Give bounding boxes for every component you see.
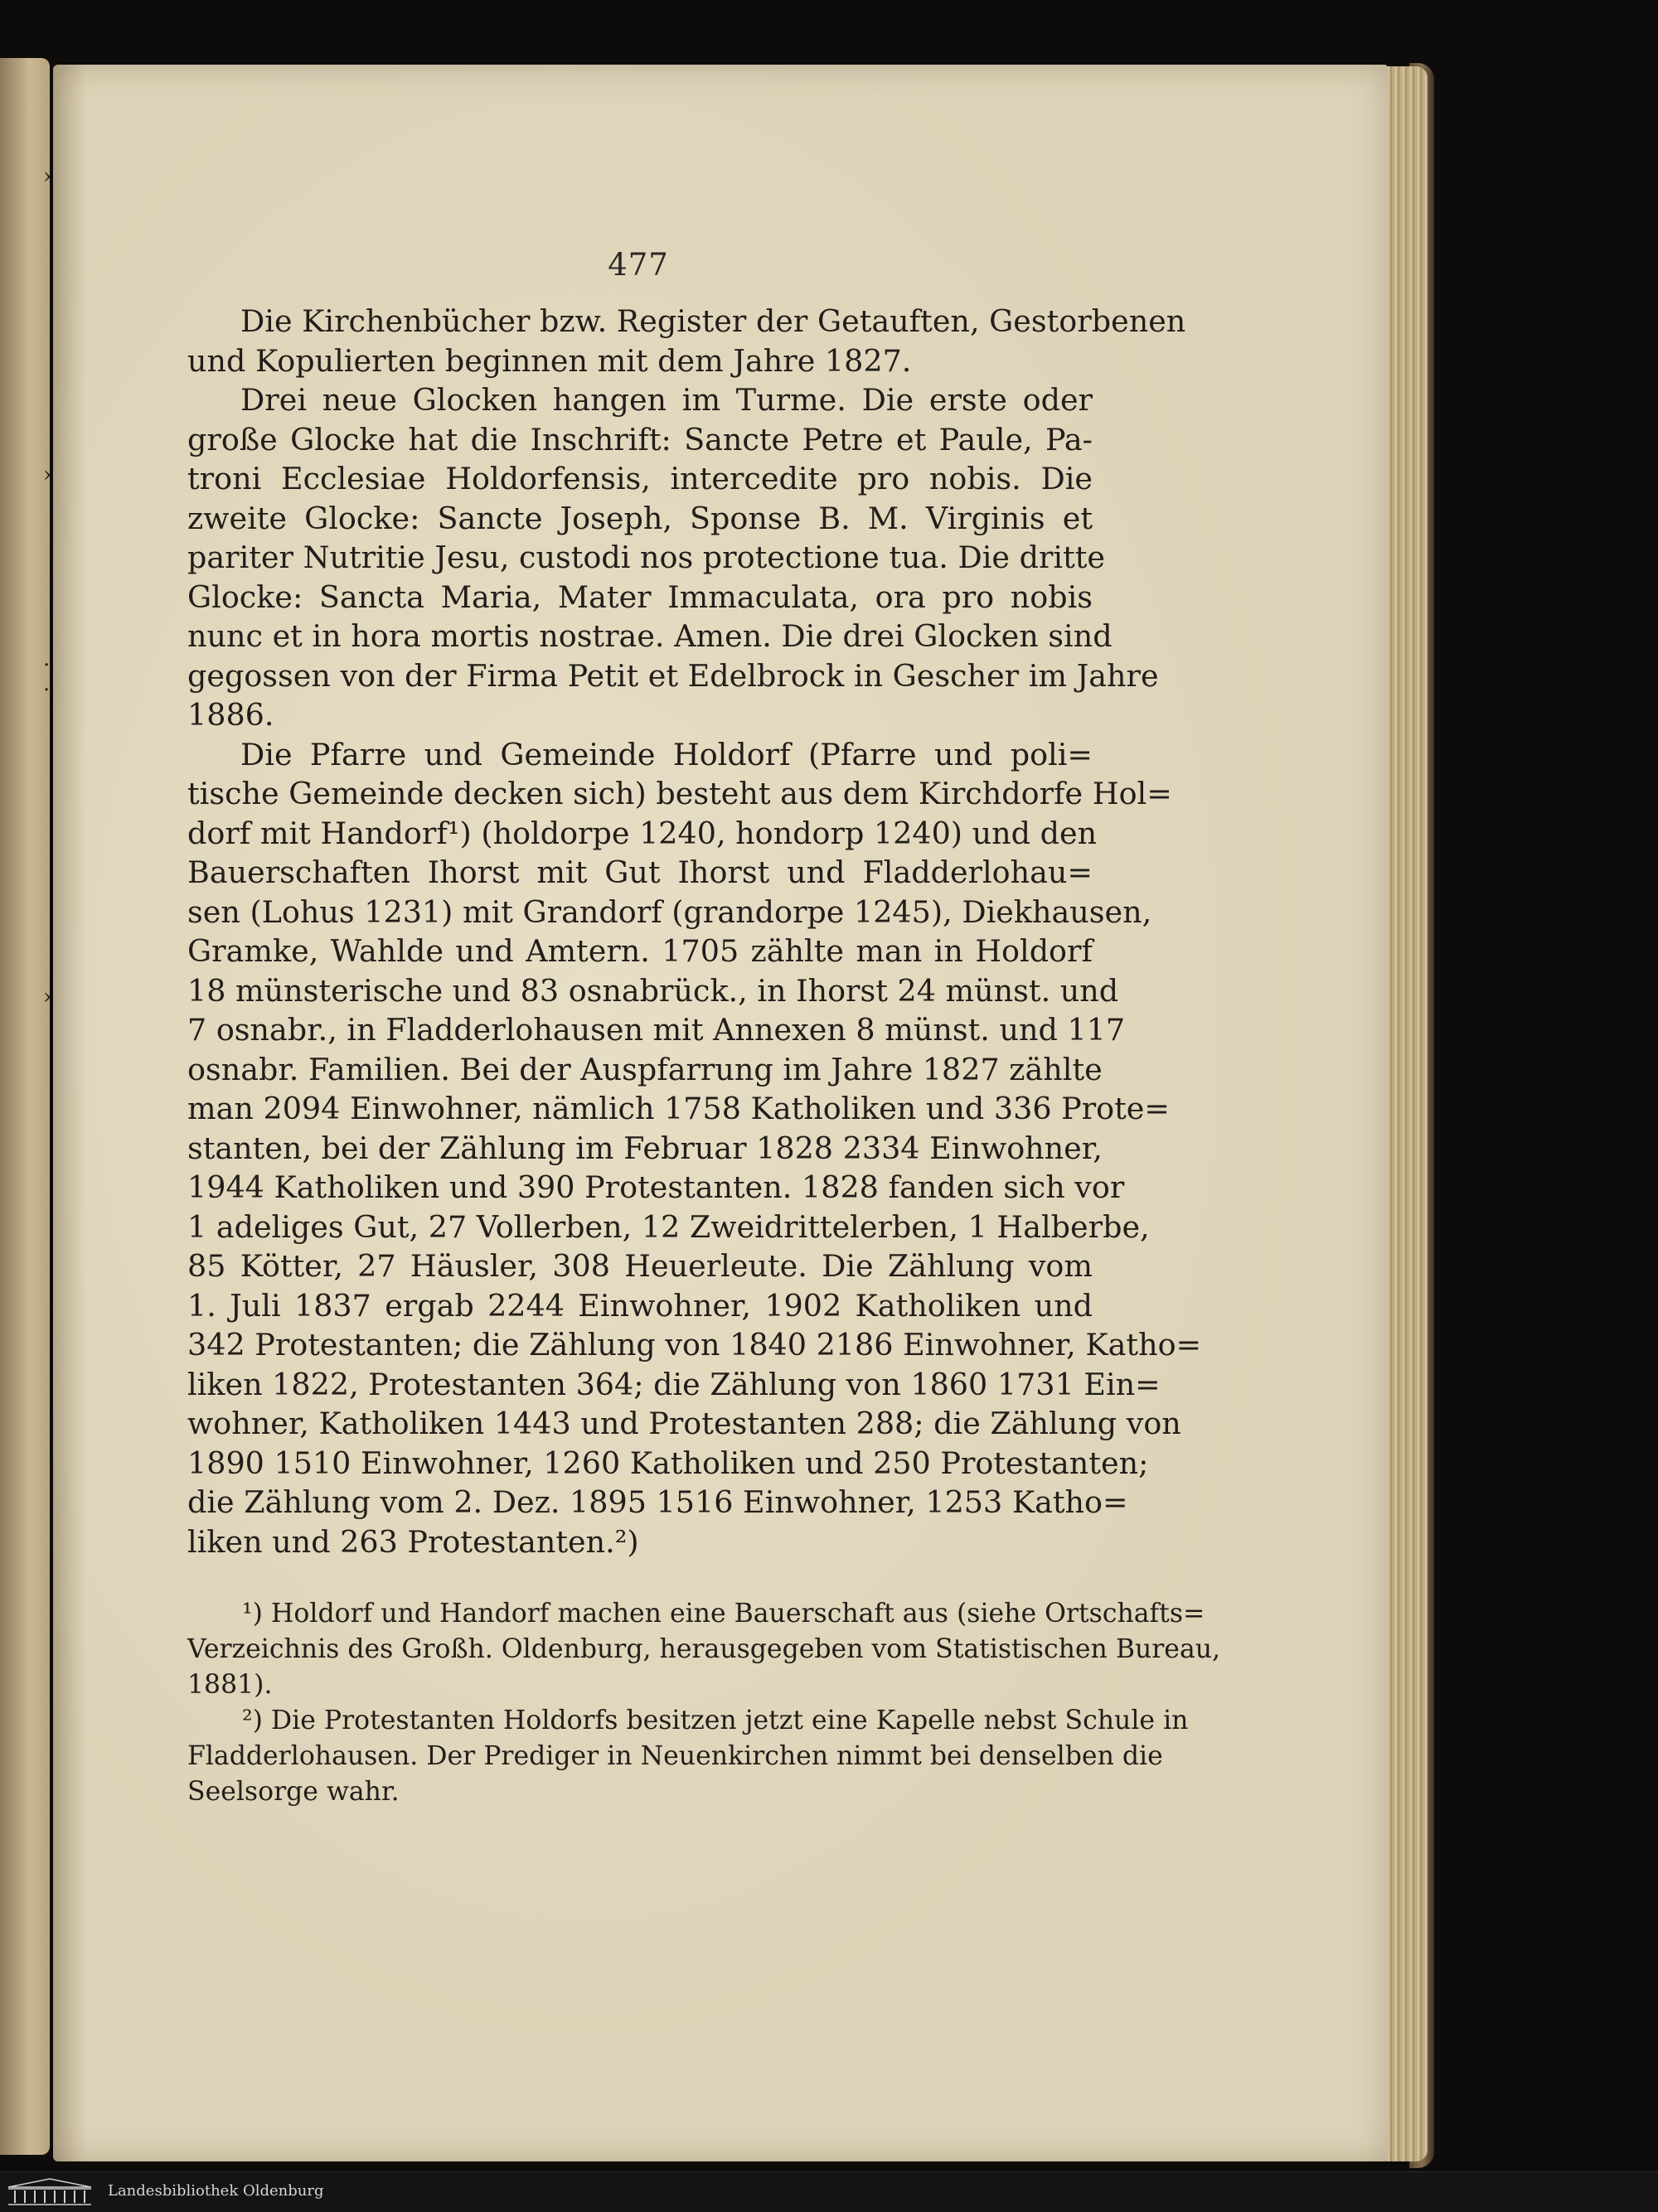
text-line: troni Ecclesiae Holdorfensis, intercedite pro nobis. Die [187, 461, 1093, 496]
text-line: 1890 1510 Einwohner, 1260 Katholiken und 250 Protestanten; [187, 1445, 1149, 1481]
footnotes [187, 1596, 1221, 1810]
text-line: Glocke: Sancta Maria, Mater Immaculata, ora pro nobis [187, 578, 1093, 615]
text-line: die Zählung vom 2. Dez. 1895 1516 Einwohner, 1253 Katho= [187, 1484, 1128, 1520]
text-line: Gramke, Wahlde und Amtern. 1705 zählte man in Holdorf [187, 933, 1093, 969]
text-line: 1944 Katholiken und 390 Protestanten. 1828 fanden sich vor [187, 1169, 1125, 1205]
footer-library-name[interactable]: Landesbibliothek Oldenburg [108, 2182, 324, 2200]
text-line: 85 Kötter, 27 Häusler, 308 Heuerleute. Die Zählung vom [187, 1248, 1093, 1284]
footnote-line: Seelsorge wahr. [187, 1777, 400, 1807]
text-line: sen (Lohus 1231) mit Grandorf (grandorpe 1245), Diekhausen, [187, 893, 1152, 930]
text-line: nunc et in hora mortis nostrae. Amen. Die drei Glocken sind [187, 618, 1113, 654]
footnote-line: Verzeichnis des Großh. Oldenburg, herausgegeben vom Statistischen Bureau, [187, 1634, 1221, 1664]
footnote-1 [187, 1596, 1221, 1703]
text-line: Bauerschaften Ihorst mit Gut Ihorst und Fladderlohau= [187, 854, 1093, 890]
text-line: große Glocke hat die Inschrift: Sancte Petre et Paule, Pa- [187, 421, 1093, 457]
text-line: pariter Nutritie Jesu, custodi nos protectione tua. Die dritte [187, 540, 1106, 575]
text-line: liken 1822, Protestanten 364; die Zählung von 1860 1731 Ein= [187, 1366, 1161, 1402]
text-line: Die Kirchenbücher bzw. Register der Getauften, Gestorbenen [240, 303, 1186, 339]
page-block-edge [1386, 66, 1428, 2161]
text-line: osnabr. Familien. Bei der Auspfarrung im Jahre 1827 zählte [187, 1051, 1103, 1087]
text-line: dorf mit Handorf¹) (holdorpe 1240, hondorp 1240) und den [187, 815, 1098, 851]
text-line: 1886. [187, 697, 274, 733]
library-building-icon[interactable] [5, 2177, 95, 2207]
footnote-2 [187, 1703, 1189, 1810]
footnote-line: 1881). [187, 1670, 273, 1700]
paragraph-bells [187, 380, 1159, 735]
text-line: Die Pfarre und Gemeinde Holdorf (Pfarre und poli= [240, 736, 1093, 772]
paragraph-church-books [187, 302, 1186, 380]
text-line: Drei neue Glocken hangen im Turme. Die erste oder [240, 382, 1093, 418]
footnote-line: ²) Die Protestanten Holdorfs besitzen jetzt eine Kapelle nebst Schule in [242, 1706, 1189, 1735]
page-number: 477 [608, 247, 669, 283]
text-line: 1. Juli 1837 ergab 2244 Einwohner, 1902 Katholiken und [187, 1287, 1093, 1324]
footnote-line: ¹) Holdorf und Handorf machen eine Bauerschaft aus (siehe Ortschafts= [242, 1599, 1205, 1629]
text-line: 7 osnabr., in Fladderlohausen mit Annexen 8 münst. und 117 [187, 1012, 1126, 1048]
text-line: 18 münsterische und 83 osnabrück., in Ihorst 24 münst. und [187, 972, 1119, 1009]
text-line: wohner, Katholiken 1443 und Protestanten 288; die Zählung von [187, 1406, 1181, 1441]
text-line: zweite Glocke: Sancte Joseph, Sponse B. M. Virginis et [187, 500, 1093, 536]
text-line: 1 adeliges Gut, 27 Vollerben, 12 Zweidrittelerben, 1 Halberbe, [187, 1208, 1150, 1245]
text-line: und Kopulierten beginnen mit dem Jahre 1827. [187, 342, 912, 379]
text-line: gegossen von der Firma Petit et Edelbrock in Gescher im Jahre [187, 657, 1159, 694]
text-line: man 2094 Einwohner, nämlich 1758 Katholiken und 336 Prote= [187, 1091, 1170, 1126]
footer-bar [0, 2171, 1658, 2212]
text-line: stanten, bei der Zählung im Februar 1828 2334 Einwohner, [187, 1130, 1103, 1166]
left-page-edge [0, 58, 50, 2155]
paragraph-parish [187, 735, 1202, 1562]
text-line: 342 Protestanten; die Zählung von 1840 2186 Einwohner, Katho= [187, 1327, 1202, 1363]
text-line: liken und 263 Protestanten.²) [187, 1523, 639, 1560]
left-margin-marks: › › · · › [43, 164, 52, 1009]
text-line: tische Gemeinde decken sich) besteht aus dem Kirchdorfe Hol= [187, 776, 1172, 811]
body-text [187, 302, 1202, 1561]
footnote-line: Fladderlohausen. Der Prediger in Neuenkirchen nimmt bei denselben die [187, 1741, 1163, 1771]
